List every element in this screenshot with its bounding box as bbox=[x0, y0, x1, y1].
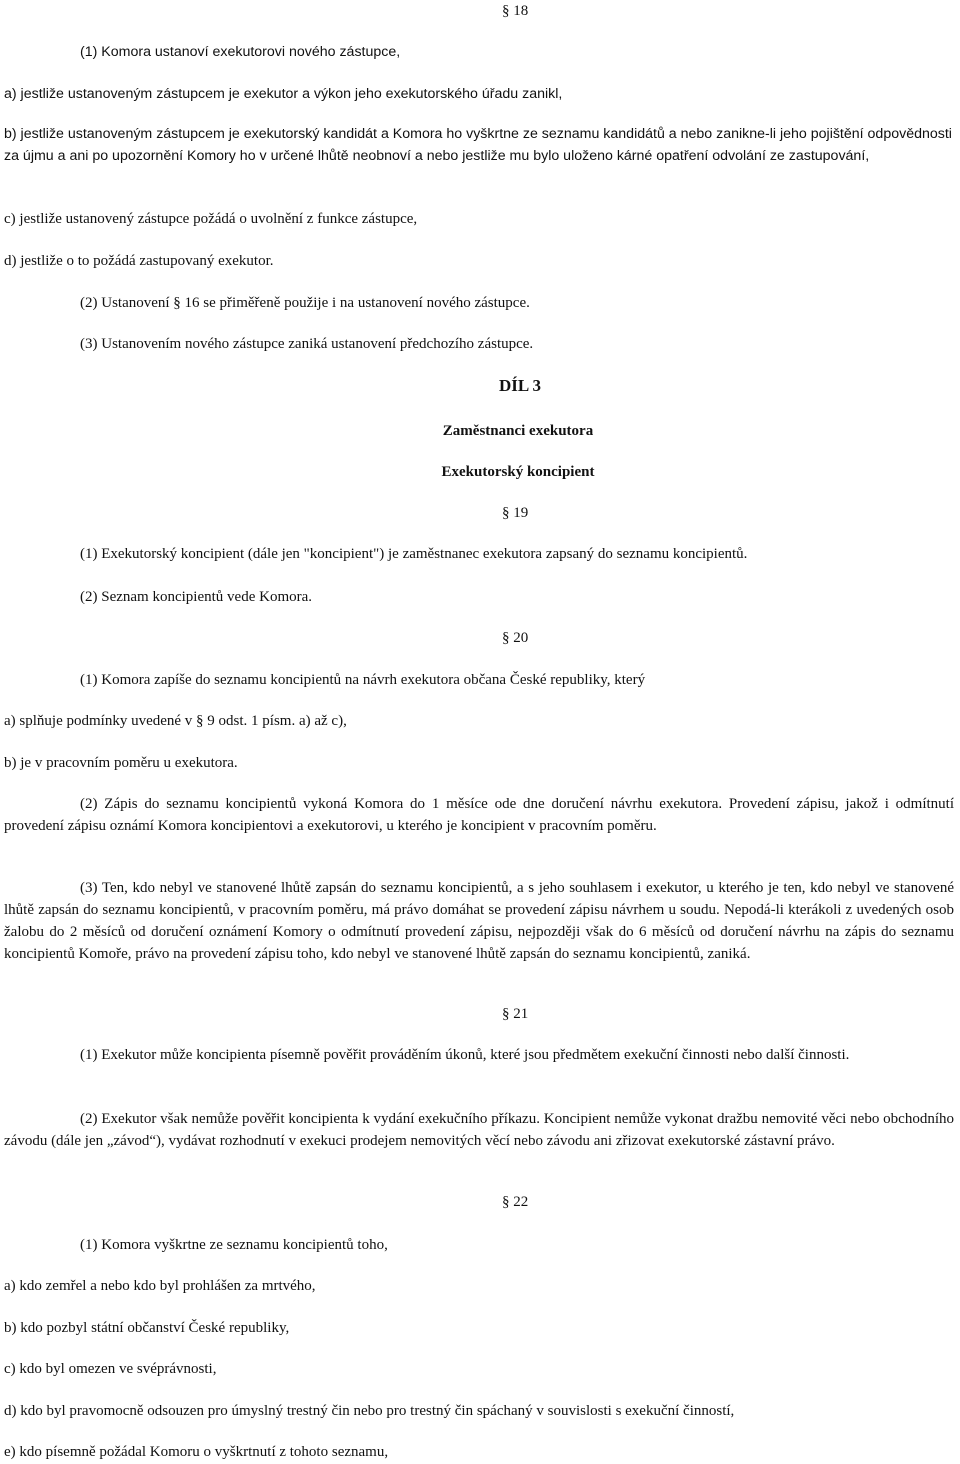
list-item-22-e: e) kdo písemně požádal Komoru o vyškrtnutí z tohoto seznamu, bbox=[4, 1444, 389, 1460]
paragraph-20-1: (1) Komora zapíše do seznamu koncipientů na návrh exekutora občana České republiky, který bbox=[80, 672, 646, 688]
list-item-18-d: d) jestliže o to požádá zastupovaný exekutor. bbox=[4, 253, 274, 269]
paragraph-19-1: (1) Exekutorský koncipient (dále jen "koncipient") je zaměstnanec exekutora zapsaný do seznamu koncipientů. bbox=[80, 546, 748, 562]
list-item-22-c: c) kdo byl omezen ve svéprávnosti, bbox=[4, 1361, 217, 1377]
section-heading-19: § 19 bbox=[502, 505, 529, 521]
part-subtitle: Zaměstnanci exekutora bbox=[442, 423, 594, 439]
paragraph-19-2: (2) Seznam koncipientů vede Komora. bbox=[80, 589, 313, 605]
list-item-18-c: c) jestliže ustanovený zástupce požádá o uvolnění z funkce zástupce, bbox=[4, 211, 418, 227]
paragraph-21-2: (2) Exekutor však nemůže pověřit koncipienta k vydání exekučního příkazu. Koncipient nemůže vykonat dražbu nemovité věci nebo obchodního závodu (dále jen „závod“), vydávat rozhodnutí v exekuci prodejem nemovitých věcí nebo závodu ani zřizovat exekutorské zástavní právo. bbox=[4, 1111, 954, 1149]
list-item-22-d: d) kdo byl pravomocně odsouzen pro úmyslný trestný čin nebo pro trestný čin spáchaný v souvislosti s exekuční činností, bbox=[4, 1403, 735, 1419]
list-item-20-a: a) splňuje podmínky uvedené v § 9 odst. 1 písm. a) až c), bbox=[4, 713, 347, 729]
paragraph-20-2: (2) Zápis do seznamu koncipientů vykoná Komora do 1 měsíce ode dne doručení návrhu exekutora. Provedení zápisu, jakož i odmítnutí provedení zápisu oznámí Komora koncipientovi a exekutorovi, u kterého je koncipient v pracovním poměru. bbox=[4, 796, 954, 834]
paragraph-18-3: (3) Ustanovením nového zástupce zaniká ustanovení předchozího zástupce. bbox=[80, 336, 534, 352]
paragraph-20-3: (3) Ten, kdo nebyl ve stanovené lhůtě zapsán do seznamu koncipientů, a s jeho souhlasem i exekutor, u kterého je ten, kdo nebyl ve stanovené lhůtě zapsán do seznamu koncipientů, v pracovním poměru, má právo domáhat se provedení zápisu návrhem u soudu. Nepodá-li kterákoli z uvedených osob žalobu do 2 měsíců od doručení oznámení Komory o odmítnutí provedení zápisu, nejpozději však do 6 měsíců od doručení návrhu na zápis do seznamu koncipientů Komoře, právo na provedení zápisu toho, kdo nebyl ve stanovené lhůtě zapsán do seznamu koncipientů, zaniká. bbox=[4, 880, 954, 962]
paragraph-22-1: (1) Komora vyškrtne ze seznamu koncipientů toho, bbox=[80, 1237, 388, 1253]
paragraph-18-2: (2) Ustanovení § 16 se přiměřeně použije i na ustanovení nového zástupce. bbox=[80, 295, 530, 311]
part-heading: Exekutorský koncipient bbox=[441, 464, 595, 480]
list-item-20-b: b) je v pracovním poměru u exekutora. bbox=[4, 755, 238, 771]
section-heading-18: § 18 bbox=[502, 3, 529, 19]
list-item-18-a: a) jestliže ustanoveným zástupcem je exekutor a výkon jeho exekutorského úřadu zanikl, bbox=[4, 86, 563, 102]
list-item-22-a: a) kdo zemřel a nebo kdo byl prohlášen za mrtvého, bbox=[4, 1278, 316, 1294]
section-heading-21: § 21 bbox=[502, 1006, 529, 1022]
paragraph-21-1: (1) Exekutor může koncipienta písemně pověřit prováděním úkonů, které jsou předmětem exekuční činnosti nebo další činnosti. bbox=[80, 1047, 850, 1063]
section-heading-20: § 20 bbox=[502, 630, 529, 646]
list-item-18-b: b) jestliže ustanoveným zástupcem je exekutorský kandidát a Komora ho vyškrtne ze seznamu kandidátů a nebo zanikne-li jeho pojištění odpovědnosti za újmu a ani po upozornění Komory ho v určené lhůtě neobnoví a nebo jestliže mu bylo uloženo kárné opatření odvolání ze zastupování, bbox=[4, 126, 952, 164]
section-heading-22: § 22 bbox=[502, 1194, 529, 1210]
list-item-22-b: b) kdo pozbyl státní občanství České republiky, bbox=[4, 1320, 290, 1336]
part-title: DÍL 3 bbox=[498, 376, 542, 395]
paragraph-18-1: (1) Komora ustanoví exekutorovi nového zástupce, bbox=[80, 44, 401, 60]
